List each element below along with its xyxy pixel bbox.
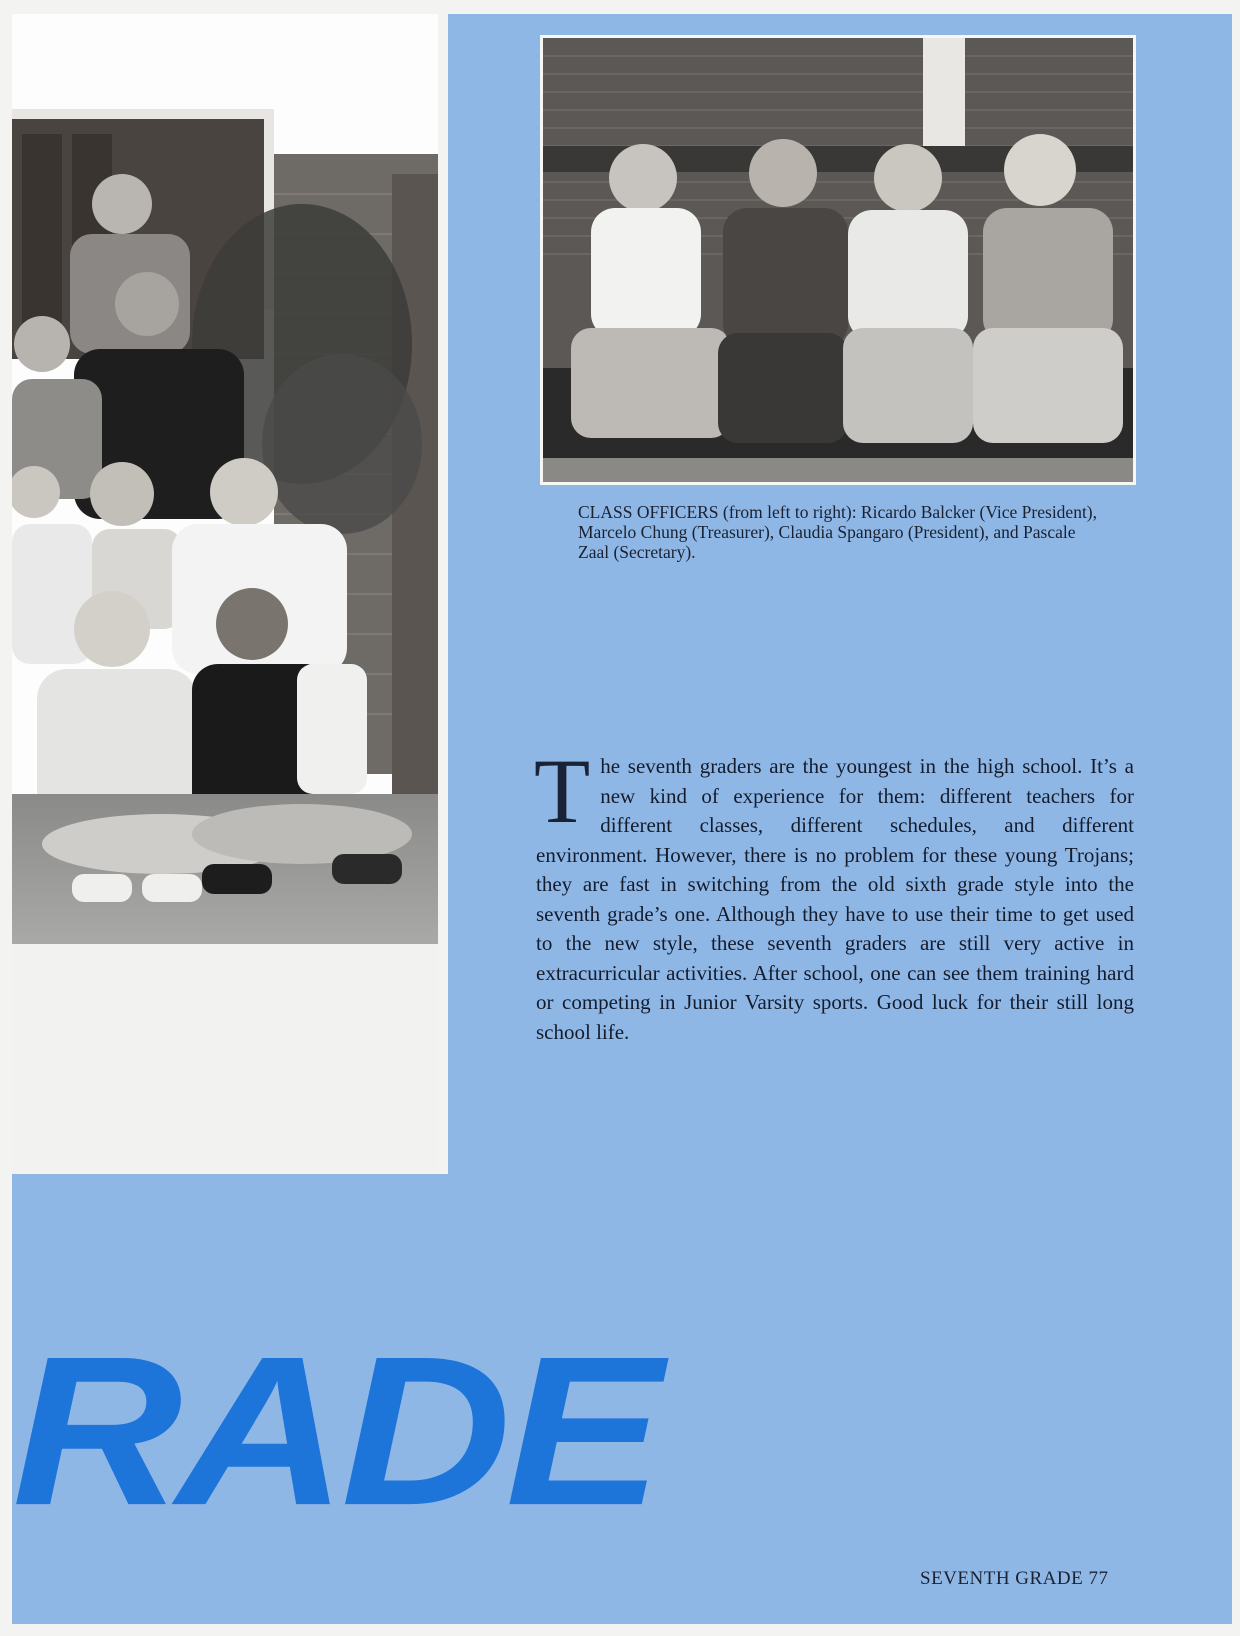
article-body (534, 740, 1134, 1047)
article-body-text: he seventh graders are the youngest in the high school. It’s a new kind of experience for them: different teachers for different classes, different schedules, and different environment. However, there is no problem for these young Trojans; they are fast in switching from the old sixth grade style into the seventh grade’s one. Although they have to use their time to get used to the new style, these seventh graders are still very active in extracurricular activities. After school, one can see them training hard or competing in Junior Varsity sports. Good luck for their still long school life. (536, 754, 1134, 1044)
drop-cap: T (534, 740, 591, 842)
photo-caption: CLASS OFFICERS (from left to right): Ricardo Balcker (Vice President), Marcelo Chung (Treasurer), Claudia Spangaro (President), and Pascale Zaal (Secretary). (578, 502, 1098, 562)
class-officers-photo (540, 35, 1136, 485)
running-footer: SEVENTH GRADE 77 (920, 1568, 1109, 1589)
section-title-fragment: RADE (12, 1312, 657, 1550)
class-group-photo (12, 14, 438, 1172)
